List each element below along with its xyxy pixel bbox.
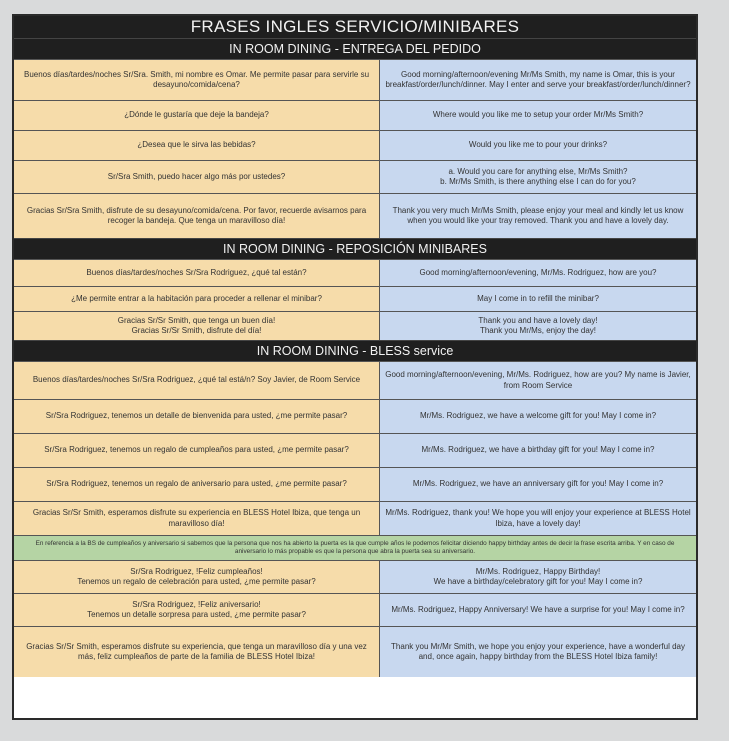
phrase-line: Thank you very much Mr/Ms Smith, please enjoy your meal and kindly let us know when you would like your tray removed. Thank you and have a lovely day. <box>392 205 684 225</box>
table-row <box>14 100 696 130</box>
phrase-line: Good morning/afternoon/evening, Mr/Ms. Rodriguez, how are you? My name is Javier, from Room Service <box>385 370 691 390</box>
table-row <box>14 467 696 501</box>
english-phrase <box>380 194 696 238</box>
spanish-phrase <box>14 434 380 467</box>
phrase-line: ¿Dónde le gustaría que deje la bandeja? <box>124 110 269 120</box>
phrase-line: Sr/Sra Smith, puedo hacer algo más por ustedes? <box>107 171 286 181</box>
spanish-phrase <box>14 287 380 311</box>
phrase-line: Buenos días/tardes/noches Sr/Sra Rodriguez, ¿qué tal está/n? Soy Javier, de Room Service <box>32 375 361 385</box>
spanish-phrase <box>14 194 380 238</box>
spanish-phrase <box>14 161 380 193</box>
english-phrase <box>380 362 696 399</box>
phrase-line: ¿Desea que le sirva las bebidas? <box>137 140 256 150</box>
phrase-line: Gracias Sr/Sr Smith, que tenga un buen día! <box>117 315 276 325</box>
table-row <box>14 593 696 626</box>
spanish-phrase <box>14 362 380 399</box>
phrase-line: Where would you like me to setup your order Mr/Ms Smith? <box>432 110 644 120</box>
spanish-phrase <box>14 468 380 501</box>
table-row <box>14 160 696 193</box>
phrase-line: Buenos días/tardes/noches Sr/Sra. Smith, mi nombre es Omar. Me permite pasar para servirle su desayuno/comida/cena? <box>23 69 370 89</box>
table-row <box>14 399 696 433</box>
table-row <box>14 286 696 311</box>
phrase-line: Buenos días/tardes/noches Sr/Sra Rodriguez, ¿qué tal están? <box>86 267 307 277</box>
english-phrase <box>380 502 696 535</box>
phrase-line: Gracias Sr/Sr Smith, esperamos disfrute su experiencia en BLESS Hotel Ibiza, que tenga un maravilloso día! <box>32 508 361 528</box>
section-heading: IN ROOM DINING - REPOSICIÓN MINIBARES <box>14 238 696 259</box>
spanish-phrase <box>14 101 380 130</box>
phrase-line: Mr/Ms. Rodriguez, we have a welcome gift for you! May I come in? <box>419 411 657 421</box>
table-row <box>14 433 696 467</box>
english-phrase <box>380 260 696 286</box>
english-phrase <box>380 287 696 311</box>
spanish-phrase <box>14 60 380 100</box>
english-phrase <box>380 161 696 193</box>
phrase-line: Tenemos un detalle sorpresa para usted, ¿me permite pasar? <box>87 610 306 619</box>
spanish-phrase <box>14 502 380 535</box>
phrase-line: Mr/Ms. Rodriguez, we have an anniversary gift for you! May I come in? <box>412 479 664 489</box>
section-heading: IN ROOM DINING - ENTREGA DEL PEDIDO <box>14 38 696 59</box>
phrase-line: Thank you and have a lovely day! <box>478 315 598 325</box>
phrase-line: May I come in to refill the minibar? <box>477 293 599 303</box>
spanish-phrase <box>14 561 380 593</box>
english-phrase <box>380 468 696 501</box>
spanish-phrase <box>14 312 380 340</box>
english-phrase <box>380 101 696 130</box>
table-row <box>14 259 696 286</box>
table-row <box>14 361 696 399</box>
phrase-line: We have a birthday/celebratory gift for you! May I come in? <box>433 577 643 586</box>
phrase-line: Mr/Ms. Rodriguez, we have a birthday gift for you! May I come in? <box>421 445 655 455</box>
spanish-phrase <box>14 260 380 286</box>
phrase-line: Tenemos un regalo de celebración para usted, ¿me permite pasar? <box>77 577 316 586</box>
table-row <box>14 130 696 160</box>
phrase-line: b. Mr/Ms Smith, is there anything else I can do for you? <box>440 177 636 186</box>
phrase-line: Sr/Sra Rodriguez, tenemos un regalo de cumpleaños para usted, ¿me permite pasar? <box>44 445 349 455</box>
phrase-line: Mr/Ms. Rodriguez, Happy Anniversary! We have a surprise for you! May I come in? <box>391 604 685 614</box>
table-row <box>14 501 696 535</box>
english-phrase <box>380 60 696 100</box>
spanish-phrase <box>14 400 380 433</box>
phrase-line: Thank you Mr/Mr Smith, we hope you enjoy your experience, have a wonderful day and, once again, happy birthday from the BLESS Hotel Ibiza family! <box>391 641 685 661</box>
english-phrase <box>380 312 696 340</box>
phrase-line: ¿Me permite entrar a la habitación para proceder a rellenar el minibar? <box>71 293 322 303</box>
table-row <box>14 560 696 593</box>
phrase-line: Mr/Ms. Rodriguez, thank you! We hope you will enjoy your experience at BLESS Hotel Ibiza, have a lovely day! <box>385 508 691 528</box>
english-phrase <box>380 627 696 677</box>
english-phrase <box>380 400 696 433</box>
phrase-line: Sr/Sra Rodriguez, tenemos un regalo de aniversario para usted, ¿me permite pasar? <box>46 479 347 489</box>
table-row <box>14 193 696 238</box>
phrase-line: Sr/Sra Rodriguez, tenemos un detalle de bienvenida para usted, ¿me permite pasar? <box>45 411 348 421</box>
phrase-line: Gracias Sr/Sr Smith, disfrute del día! <box>131 326 262 335</box>
phrase-line: Thank you Mr/Ms, enjoy the day! <box>479 326 597 335</box>
phrase-line: Sr/Sra Rodriguez, !Feliz cumpleaños! <box>130 566 263 576</box>
sheet-title: FRASES INGLES SERVICIO/MINIBARES <box>14 16 696 38</box>
spanish-phrase <box>14 627 380 677</box>
english-phrase <box>380 594 696 626</box>
phrase-line: Mr/Ms. Rodriguez, Happy Birthday! <box>475 566 601 576</box>
phrase-line: a. Would you care for anything else, Mr/Ms Smith? <box>448 166 628 176</box>
english-phrase <box>380 131 696 160</box>
phrase-sheet <box>12 14 698 720</box>
phrase-line: Would you like me to pour your drinks? <box>468 140 608 150</box>
table-row <box>14 59 696 100</box>
phrase-line: Gracias Sr/Sr Smith, esperamos disfrute su experiencia, que tenga un maravilloso día y una vez más, feliz cumpleaños de parte de la familia de BLESS Hotel Ibiza! <box>26 641 367 661</box>
phrase-line: Gracias Sr/Sra Smith, disfrute de su desayuno/comida/cena. Por favor, recuerde avisarnos para recoger la bandeja. Que tenga un maravilloso día! <box>26 205 367 225</box>
phrase-line: Good morning/afternoon/evening, Mr/Ms. Rodriguez, how are you? <box>419 267 657 277</box>
birthday-anniversary-note: En referencia a la BS de cumpleaños y aniversario si sabemos que la persona que nos ha abierto la puerta es la que cumple años le podemos felicitar diciendo happy birthday antes de decir la frase escrita arriba. Y en caso de aniversario lo más propable es que la persona que abra la puerta sea su aniversario. <box>14 535 696 560</box>
phrase-line: Good morning/afternoon/evening Mr/Ms Smith, my name is Omar, this is your breakfast/order/lunch/dinner. May I enter and serve your breakfast/order/lunch/dinner? <box>385 69 691 89</box>
table-row <box>14 311 696 340</box>
spanish-phrase <box>14 131 380 160</box>
english-phrase <box>380 434 696 467</box>
section-heading: IN ROOM DINING - BLESS service <box>14 340 696 361</box>
english-phrase <box>380 561 696 593</box>
spanish-phrase <box>14 594 380 626</box>
phrase-line: Sr/Sra Rodriguez, !Feliz aniversario! <box>132 599 261 609</box>
table-row <box>14 626 696 677</box>
